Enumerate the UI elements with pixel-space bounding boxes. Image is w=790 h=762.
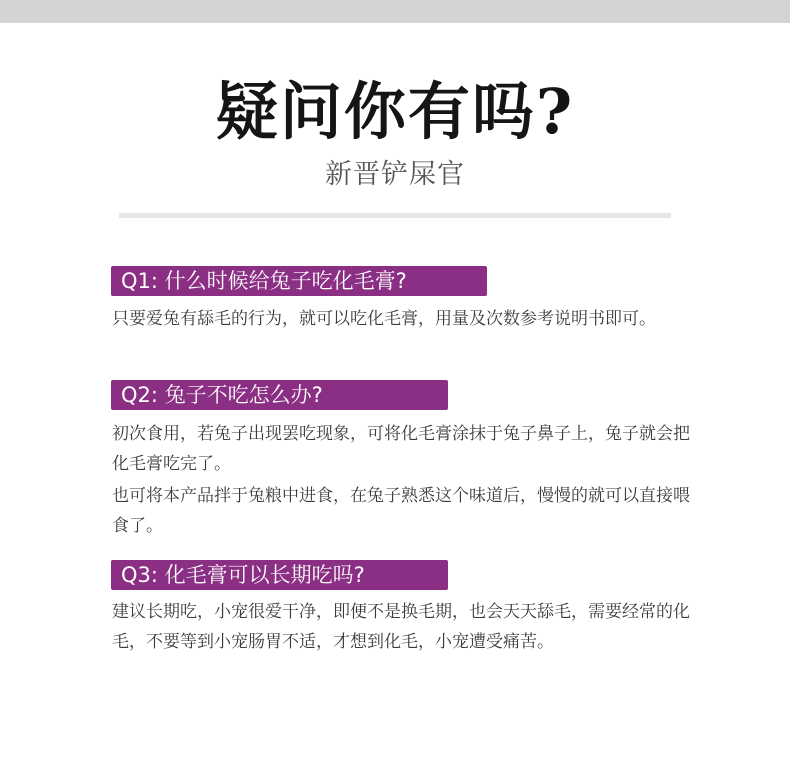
answer-1-text: 只要爱兔有舔毛的行为，就可以吃化毛膏，用量及次数参考说明书即可。: [112, 309, 656, 329]
answer-2-text: 初次食用，若兔子出现罢吃现象，可将化毛膏涂抹于兔子鼻子上，兔子就会把化毛膏吃完了。: [112, 424, 690, 474]
question-3-label: Q3: 化毛膏可以长期吃吗?: [111, 560, 448, 590]
answer-2-text-extra: 也可将本产品拌于兔粮中进食，在兔子熟悉这个味道后，慢慢的就可以直接喂食了。: [112, 486, 690, 536]
page-title: 疑问你有吗?: [215, 75, 575, 148]
divider: [119, 213, 671, 218]
top-bar: [0, 0, 790, 23]
page-subtitle: 新晋铲屎官: [325, 159, 465, 190]
answer-3-text: 建议长期吃，小宠很爱干净，即便不是换毛期，也会天天舔毛，需要经常的化毛，不要等到小宠肠胃不适，才想到化毛，小宠遭受痛苦。: [112, 602, 690, 652]
question-2-label: Q2: 兔子不吃怎么办?: [111, 380, 448, 410]
question-1-label: Q1: 什么时候给兔子吃化毛膏?: [111, 266, 487, 296]
